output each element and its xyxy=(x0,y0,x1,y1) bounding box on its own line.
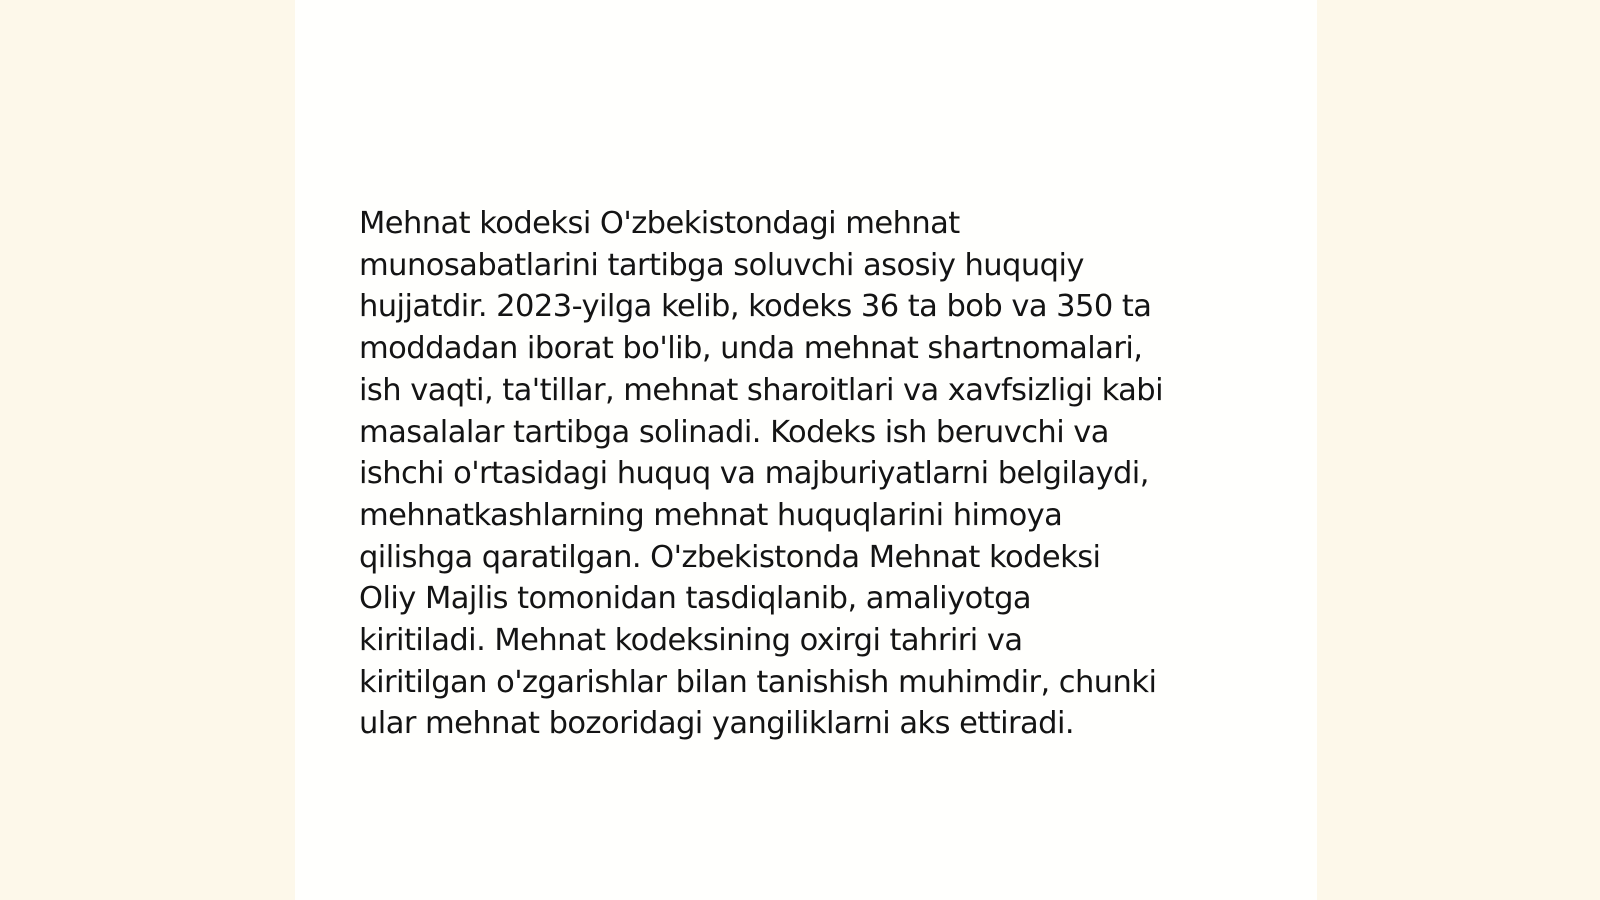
paragraph-line: kiritilgan o'zgarishlar bilan tanishish muhimdir, chunki xyxy=(359,664,1157,700)
paragraph-line: munosabatlarini tartibga soluvchi asosiy huquqiy xyxy=(359,247,1084,283)
paragraph-line: Oliy Majlis tomonidan tasdiqlanib, amaliyotga xyxy=(359,581,1032,617)
body-paragraph xyxy=(359,203,1259,745)
paragraph-line: hujjatdir. 2023-yilga kelib, kodeks 36 ta bob va 350 ta xyxy=(359,289,1152,325)
paragraph-line: ular mehnat bozoridagi yangiliklarni aks ettiradi. xyxy=(359,706,1075,742)
paragraph-line: Mehnat kodeksi O'zbekistondagi mehnat xyxy=(359,206,960,241)
document-page xyxy=(295,0,1317,900)
paragraph-line: moddadan iborat bo'lib, unda mehnat shartnomalari, xyxy=(359,331,1143,367)
paragraph-line: ishchi o'rtasidagi huquq va majburiyatlarni belgilaydi, xyxy=(359,456,1149,492)
paragraph-line: kiritiladi. Mehnat kodeksining oxirgi tahriri va xyxy=(359,623,1023,659)
paragraph-line: mehnatkashlarning mehnat huquqlarini himoya xyxy=(359,497,1063,533)
paragraph-line: masalalar tartibga solinadi. Kodeks ish beruvchi va xyxy=(359,414,1109,450)
paragraph-line: qilishga qaratilgan. O'zbekistonda Mehnat kodeksi xyxy=(359,539,1101,575)
paragraph-line: ish vaqti, ta'tillar, mehnat sharoitlari va xavfsizligi kabi xyxy=(359,372,1164,408)
